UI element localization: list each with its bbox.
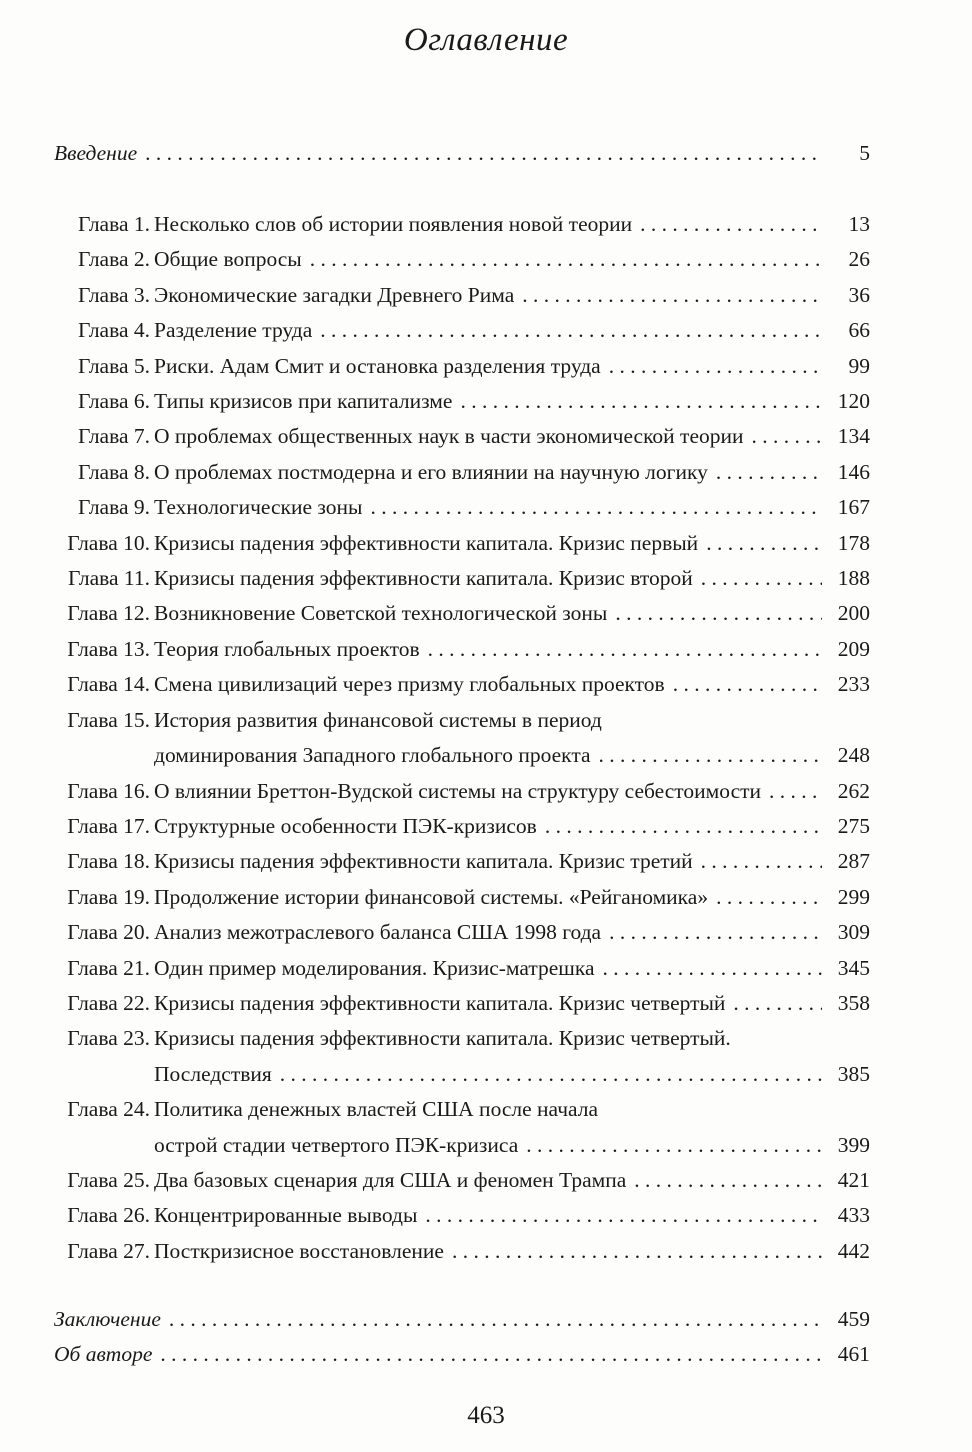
leader-dots xyxy=(733,986,822,1021)
chapter-number: Глава 11. xyxy=(68,566,150,591)
toc-entry[interactable] xyxy=(54,596,870,631)
toc-entry[interactable] xyxy=(54,632,870,667)
entry-title: О проблемах постмодерна и его влиянии на научную логику xyxy=(154,459,708,484)
entry-title: Об авторе xyxy=(54,1342,153,1367)
leader-dots xyxy=(425,1198,822,1233)
toc-entry[interactable] xyxy=(54,1302,870,1337)
entry-page: 421 xyxy=(837,1167,870,1192)
leader-dots xyxy=(370,490,822,525)
chapter-number: Глава 4. xyxy=(78,318,150,343)
entry-page: 178 xyxy=(837,530,870,555)
leader-dots xyxy=(160,1337,822,1372)
chapter-number: Глава 23. xyxy=(67,1026,150,1051)
entry-page: 233 xyxy=(837,672,870,697)
leader-dots xyxy=(769,774,822,809)
leader-dots xyxy=(320,313,822,348)
toc-entry[interactable] xyxy=(54,419,870,454)
entry-page: 275 xyxy=(837,813,870,838)
toc-entry[interactable] xyxy=(54,1021,870,1092)
entry-page: 36 xyxy=(848,282,870,307)
toc-entry[interactable] xyxy=(54,774,870,809)
leader-dots xyxy=(673,667,822,702)
leader-dots xyxy=(716,880,822,915)
entry-title: Экономические загадки Древнего Рима xyxy=(154,282,515,307)
chapter-number: Глава 6. xyxy=(78,389,150,414)
chapter-number: Глава 20. xyxy=(67,920,150,945)
entry-page: 99 xyxy=(848,353,870,378)
intro-entry[interactable] xyxy=(54,136,870,171)
chapter-number: Глава 24. xyxy=(67,1097,150,1122)
entry-title: Анализ межотраслевого баланса США 1998 года xyxy=(154,920,602,945)
page-number: 463 xyxy=(467,1402,505,1429)
entry-page: 209 xyxy=(837,636,870,661)
leader-dots xyxy=(615,596,822,631)
toc-entry[interactable] xyxy=(54,526,870,561)
toc-entry[interactable] xyxy=(54,349,870,384)
entry-page: 385 xyxy=(837,1061,870,1086)
entry-title: Типы кризисов при капитализме xyxy=(154,389,453,414)
entry-page: 262 xyxy=(837,778,870,803)
entry-title: Риски. Адам Смит и остановка разделения труда xyxy=(154,353,601,378)
entry-page: 299 xyxy=(837,884,870,909)
entry-title-continued: доминирования Западного глобального проекта xyxy=(154,743,591,768)
toc-entry[interactable] xyxy=(54,703,870,774)
chapter-number: Глава 16. xyxy=(67,778,150,803)
entry-title: Кризисы падения эффективности капитала. Кризис четвертый. xyxy=(154,1026,731,1051)
entry-page: 146 xyxy=(837,459,870,484)
toc-entry[interactable] xyxy=(54,1198,870,1233)
leader-dots xyxy=(609,349,822,384)
leader-dots xyxy=(599,738,822,773)
toc-entry[interactable] xyxy=(54,207,870,242)
entry-title: О проблемах общественных наук в части экономической теории xyxy=(154,424,744,449)
entry-page: 309 xyxy=(837,920,870,945)
chapter-number: Глава 18. xyxy=(67,849,150,874)
chapter-number: Глава 22. xyxy=(67,990,150,1015)
entry-title: Один пример моделирования. Кризис-матрешка xyxy=(154,955,595,980)
entry-title: История развития финансовой системы в период xyxy=(154,707,602,732)
entry-page: 120 xyxy=(837,389,870,414)
entry-page: 167 xyxy=(837,495,870,520)
leader-dots xyxy=(460,384,822,419)
toc-entry[interactable] xyxy=(54,1234,870,1269)
entry-page: 200 xyxy=(837,601,870,626)
toc-entry[interactable] xyxy=(54,951,870,986)
chapter-number: Глава 13. xyxy=(67,636,150,661)
toc-entry[interactable] xyxy=(54,844,870,879)
toc-entry[interactable] xyxy=(54,1337,870,1372)
chapter-number: Глава 7. xyxy=(78,424,150,449)
chapter-number: Глава 9. xyxy=(78,495,150,520)
entry-page: 134 xyxy=(837,424,870,449)
entry-page: 248 xyxy=(837,743,870,768)
entry-title: Несколько слов об истории появления новой теории xyxy=(154,212,633,236)
toc-entry[interactable] xyxy=(54,561,870,596)
leader-dots xyxy=(752,419,822,454)
entry-page: 345 xyxy=(837,955,870,980)
outro-list xyxy=(54,1302,870,1373)
leader-dots xyxy=(428,632,822,667)
leader-dots xyxy=(609,915,822,950)
chapter-number: Глава 10. xyxy=(67,530,150,555)
entry-title: О влиянии Бреттон-Вудской системы на структуру себестоимости xyxy=(154,778,762,803)
toc-entry[interactable] xyxy=(54,313,870,348)
leader-dots xyxy=(634,1163,822,1198)
leader-dots xyxy=(603,951,822,986)
entry-page: 13 xyxy=(848,212,870,236)
chapter-number: Глава 5. xyxy=(78,353,150,378)
entry-page: 461 xyxy=(837,1342,870,1367)
entry-title: Введение xyxy=(54,141,138,165)
entry-page: 442 xyxy=(837,1238,870,1263)
toc-entry[interactable] xyxy=(54,1092,870,1163)
chapter-number: Глава 17. xyxy=(67,813,150,838)
chapter-number: Глава 21. xyxy=(67,955,150,980)
entry-title: Продолжение истории финансовой системы. «Рейганомика» xyxy=(154,884,709,909)
toc-entry[interactable] xyxy=(54,915,870,950)
leader-dots xyxy=(310,242,822,277)
toc-entry[interactable] xyxy=(54,278,870,313)
entry-title: Разделение труда xyxy=(154,318,313,343)
toc-entry[interactable] xyxy=(54,384,870,419)
chapter-number: Глава 25. xyxy=(67,1167,150,1192)
toc-entry[interactable] xyxy=(54,880,870,915)
leader-dots xyxy=(701,844,822,879)
entry-page: 287 xyxy=(837,849,870,874)
leader-dots xyxy=(526,1128,822,1163)
entry-title: Технологические зоны xyxy=(154,495,363,520)
entry-page: 399 xyxy=(837,1132,870,1157)
entry-title: Смена цивилизаций через призму глобальных проектов xyxy=(154,672,665,697)
entry-title-continued: острой стадии четвертого ПЭК-кризиса xyxy=(154,1132,519,1157)
entry-page: 188 xyxy=(837,566,870,591)
leader-dots xyxy=(716,455,822,490)
toc-entry[interactable] xyxy=(54,242,870,277)
leader-dots xyxy=(545,809,822,844)
leader-dots xyxy=(640,207,822,242)
entry-page: 66 xyxy=(848,318,870,343)
page-title: Оглавление xyxy=(403,22,569,58)
chapter-number: Глава 14. xyxy=(67,672,150,697)
entry-title: Кризисы падения эффективности капитала. Кризис четвертый xyxy=(154,990,726,1015)
toc-entry[interactable] xyxy=(54,490,870,525)
entry-title: Политика денежных властей США после начала xyxy=(154,1097,599,1122)
entry-title: Концентрированные выводы xyxy=(154,1203,418,1228)
toc-entry[interactable] xyxy=(54,455,870,490)
toc-entry[interactable] xyxy=(54,1163,870,1198)
entry-title: Кризисы падения эффективности капитала. Кризис третий xyxy=(154,849,693,874)
chapter-list xyxy=(54,207,870,1269)
chapter-number: Глава 12. xyxy=(67,601,150,626)
leader-dots xyxy=(522,278,822,313)
entry-title: Заключение xyxy=(54,1307,161,1331)
entry-title: Структурные особенности ПЭК-кризисов xyxy=(154,813,537,838)
entry-title-continued: Последствия xyxy=(154,1061,272,1086)
chapter-number: Глава 15. xyxy=(67,707,150,732)
entry-page: 459 xyxy=(837,1307,870,1331)
chapter-number: Глава 26. xyxy=(67,1203,150,1228)
leader-dots xyxy=(706,526,822,561)
chapter-number: Глава 8. xyxy=(78,459,150,484)
chapter-number: Глава 19. xyxy=(67,884,150,909)
entry-page: 26 xyxy=(848,247,870,272)
entry-page: 5 xyxy=(859,141,870,165)
toc-entry[interactable] xyxy=(54,986,870,1021)
entry-title: Два базовых сценария для США и феномен Трампа xyxy=(154,1167,627,1192)
chapter-number: Глава 1. xyxy=(78,212,150,236)
entry-title: Теория глобальных проектов xyxy=(154,636,420,661)
entry-title: Общие вопросы xyxy=(154,247,302,272)
leader-dots xyxy=(145,136,822,171)
chapter-number: Глава 2. xyxy=(78,247,150,272)
entry-page: 433 xyxy=(837,1203,870,1228)
leader-dots xyxy=(169,1302,822,1337)
leader-dots xyxy=(701,561,822,596)
entry-page: 358 xyxy=(837,990,870,1015)
chapter-number: Глава 27. xyxy=(67,1238,150,1263)
chapter-number: Глава 3. xyxy=(78,282,150,307)
toc-entry[interactable] xyxy=(54,667,870,702)
toc-entry[interactable] xyxy=(54,809,870,844)
leader-dots xyxy=(452,1234,822,1269)
entry-title: Кризисы падения эффективности капитала. Кризис первый xyxy=(154,530,699,555)
entry-title: Посткризисное восстановление xyxy=(154,1238,444,1263)
entry-title: Кризисы падения эффективности капитала. Кризис второй xyxy=(154,566,693,591)
leader-dots xyxy=(280,1057,822,1092)
entry-title: Возникновение Советской технологической зоны xyxy=(154,601,608,626)
